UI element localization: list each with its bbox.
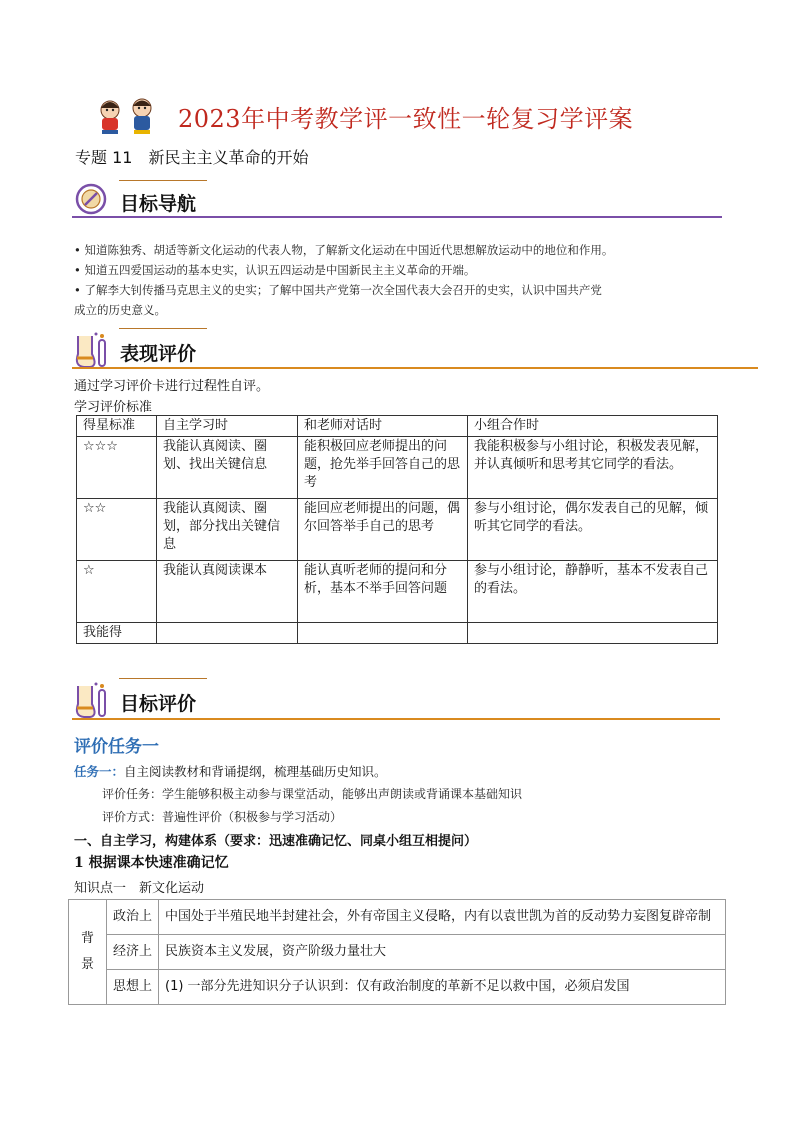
goal-item: • 知道陈独秀、胡适等新文化运动的代表人物，了解新文化运动在中国近代思想解放运动中的地位和作用。 xyxy=(74,243,614,257)
memorize-heading: 1 根据课本快速准确记忆 xyxy=(74,855,229,871)
task-line-head: 任务一： xyxy=(74,764,125,779)
goal-item: • 知道五四爱国运动的基本史实，认识五四运动是中国新民主主义革命的开端。 xyxy=(74,263,476,277)
evaluation-table xyxy=(76,415,718,644)
cartoon-kids-icon xyxy=(88,96,174,136)
goal-list xyxy=(74,240,734,320)
performance-intro: 通过学习评价卡进行过程性自评。 xyxy=(74,379,270,394)
table-cell: 我能认真阅读、圈划，部分找出关键信息 xyxy=(157,499,298,561)
section-rule xyxy=(72,367,758,369)
table-row xyxy=(77,499,718,561)
score-input-cell[interactable] xyxy=(468,623,718,644)
score-label-cell: 我能得 xyxy=(77,623,157,644)
table-header-row xyxy=(77,416,718,437)
section-title: 表现评价 xyxy=(120,343,197,365)
star-cell: ☆☆☆ xyxy=(77,437,157,499)
star-cell: ☆ xyxy=(77,561,157,623)
knowledge-table xyxy=(68,899,726,1005)
study-heading: 一、自主学习，构建体系（要求：迅速准确记忆、同桌小组互相提问） xyxy=(74,834,478,849)
table-row xyxy=(77,437,718,499)
task-line xyxy=(74,762,387,780)
header-cell: 自主学习时 xyxy=(157,416,298,437)
score-input-cell[interactable] xyxy=(157,623,298,644)
goal-item: 成立的历史意义。 xyxy=(74,303,166,317)
row-text: 民族资本主义发展，资产阶级力量壮大 xyxy=(159,935,726,970)
section-performance xyxy=(72,328,758,374)
section-title: 目标评价 xyxy=(120,693,197,715)
section-rule xyxy=(72,216,722,218)
row-text: 中国处于半殖民地半封建社会，外有帝国主义侵略，内有以袁世凯为首的反动势力妄图复辟帝制 xyxy=(159,900,726,935)
row-label: 思想上 xyxy=(107,970,159,1005)
section-rule xyxy=(72,718,720,720)
table-row xyxy=(77,561,718,623)
task-title: 评价任务一 xyxy=(74,737,159,757)
goal-item: • 了解李大钊传播马克思主义的史实；了解中国共产党第一次全国代表大会召开的史实，认识中国共产党 xyxy=(74,283,602,297)
section-goal-eval xyxy=(72,678,720,724)
table-cell: 能积极回应老师提出的问题，抢先举手回答自己的思考 xyxy=(298,437,468,499)
section-goal-nav xyxy=(72,180,722,226)
header-cell: 得星标准 xyxy=(77,416,157,437)
table-row xyxy=(69,900,726,935)
task-line-body: 自主阅读教材和背诵提纲，梳理基础历史知识。 xyxy=(124,764,387,779)
task-method-line: 评价方式：普遍性评价（积极参与学习活动） xyxy=(102,810,343,824)
table-cell: 我能积极参与小组讨论，积极发表见解，并认真倾听和思考其它同学的看法。 xyxy=(468,437,718,499)
header-cell: 小组合作时 xyxy=(468,416,718,437)
score-input-cell[interactable] xyxy=(298,623,468,644)
section-top-rule xyxy=(119,678,207,679)
table-caption: 学习评价标准 xyxy=(74,400,153,415)
lab-flask-icon xyxy=(72,332,112,370)
header-cell: 和老师对话时 xyxy=(298,416,468,437)
topic-subtitle: 专题 11 新民主主义革命的开始 xyxy=(75,148,309,167)
group-cell: 背景 xyxy=(69,900,107,1005)
title-row xyxy=(88,96,633,136)
table-row xyxy=(69,970,726,1005)
table-cell: 参与小组讨论，偶尔发表自己的见解，倾听其它同学的看法。 xyxy=(468,499,718,561)
section-top-rule xyxy=(119,180,207,181)
table-cell: 参与小组讨论，静静听，基本不发表自己的看法。 xyxy=(468,561,718,623)
task-eval-line: 评价任务：学生能够积极主动参与课堂活动，能够出声朗读或背诵课本基础知识 xyxy=(102,787,523,801)
table-cell: 我能认真阅读、圈划、找出关键信息 xyxy=(157,437,298,499)
table-cell: 我能认真阅读课本 xyxy=(157,561,298,623)
row-label: 经济上 xyxy=(107,935,159,970)
table-row xyxy=(69,935,726,970)
section-title: 目标导航 xyxy=(120,193,197,215)
knowledge-point-title: 知识点一 新文化运动 xyxy=(74,881,205,896)
table-row xyxy=(77,623,718,644)
lab-flask-icon xyxy=(72,682,112,720)
table-cell: 能回应老师提出的问题，偶尔回答举手自己的思考 xyxy=(298,499,468,561)
compass-icon xyxy=(74,182,108,216)
table-cell: 能认真听老师的提问和分析，基本不举手回答问题 xyxy=(298,561,468,623)
row-label: 政治上 xyxy=(107,900,159,935)
star-cell: ☆☆ xyxy=(77,499,157,561)
section-top-rule xyxy=(119,328,207,329)
page-title: 2023年中考教学评一致性一轮复习学评案 xyxy=(178,104,634,133)
row-text: (1) 一部分先进知识分子认识到：仅有政治制度的革新不足以救中国，必须启发国 xyxy=(159,970,726,1005)
